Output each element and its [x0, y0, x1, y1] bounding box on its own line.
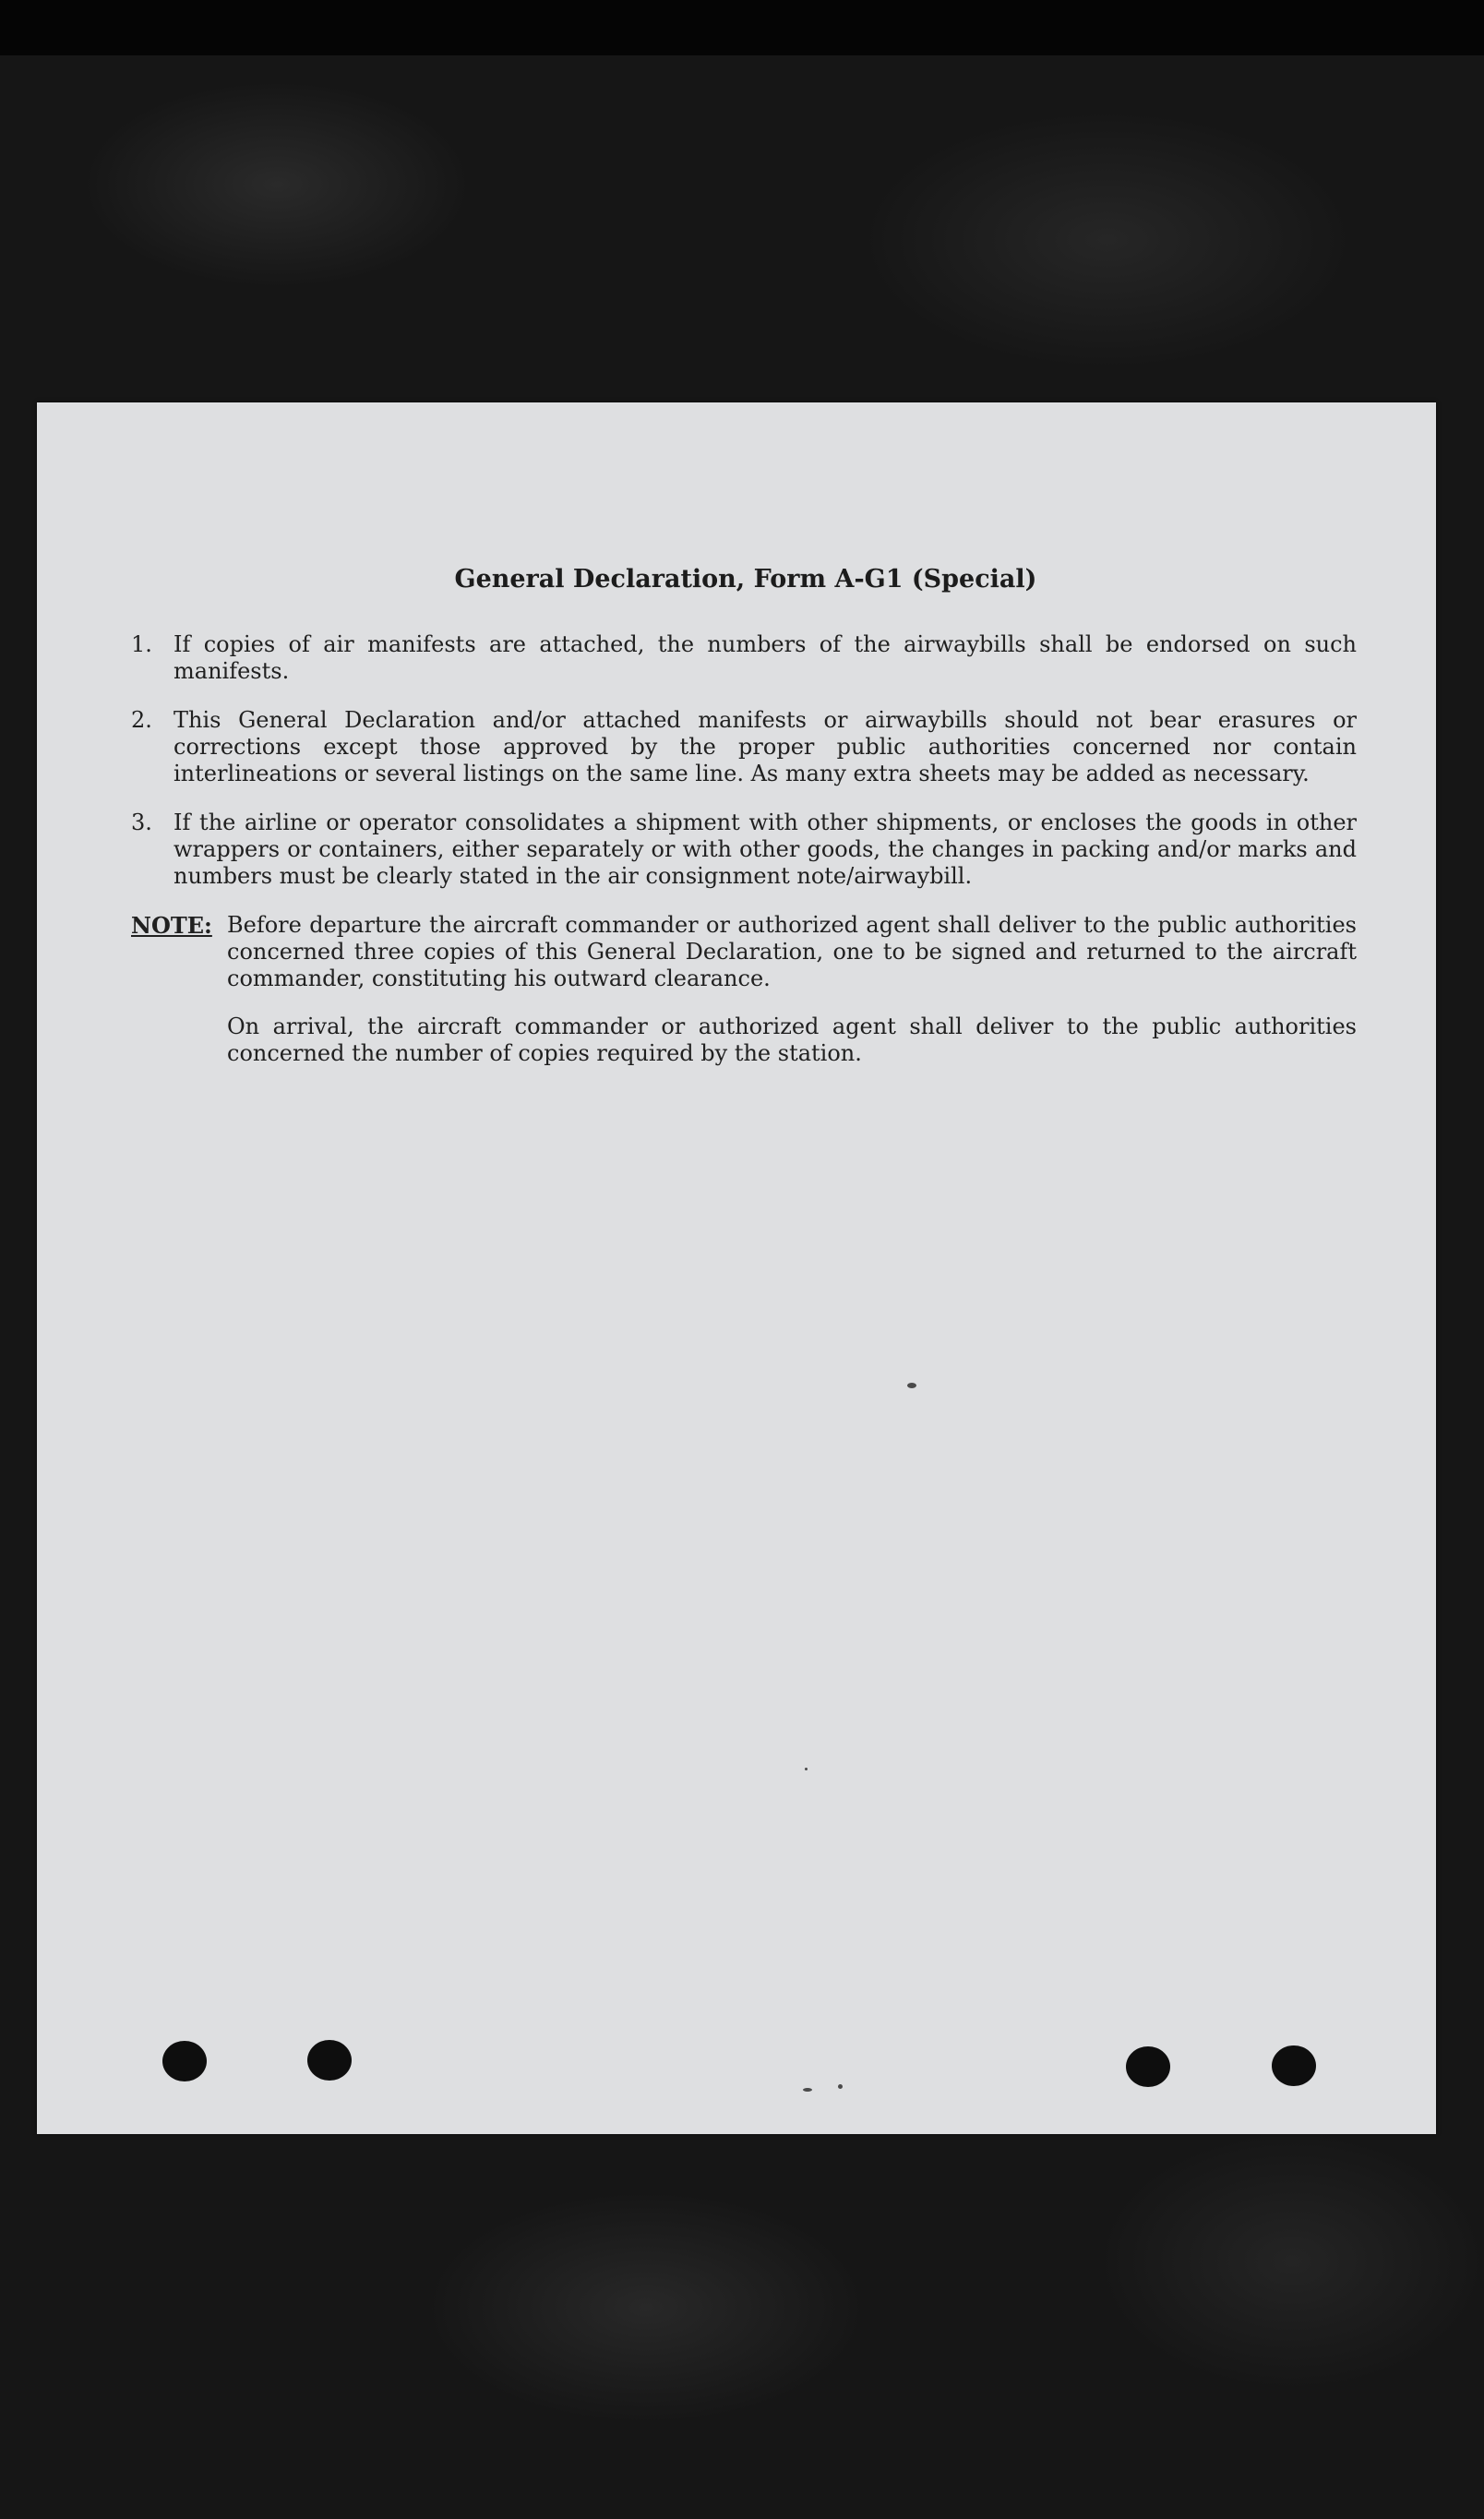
- list-item: [131, 810, 1357, 890]
- document-title: General Declaration, Form A-G1 (Special): [454, 565, 1037, 594]
- note-label: NOTE:: [131, 912, 212, 939]
- item-number: 3.: [131, 810, 152, 835]
- item-text: If the airline or operator consolidates a shipment with other shipments, or encloses the goods in other wrappers or containers, either separately or with other goods, the changes in packing and/or marks and numbers must be clearly stated in the air consignment note/airwaybill.: [174, 810, 1357, 889]
- document-body: [131, 631, 1357, 1088]
- punch-hole: [162, 2041, 207, 2081]
- scan-top-edge: [0, 0, 1484, 55]
- item-text: This General Declaration and/or attached manifests or airwaybills should not bear erasures or corrections except those approved by the proper public authorities concerned nor contain interlineations or several listings on the same line. As many extra sheets may be added as necessary.: [174, 707, 1357, 786]
- document-page: [37, 402, 1436, 2134]
- punch-hole: [307, 2040, 352, 2081]
- item-number: 2.: [131, 707, 152, 733]
- item-text: If copies of air manifests are attached, the numbers of the airwaybills shall be endorsed on such manifests.: [174, 631, 1357, 684]
- list-item: [131, 631, 1357, 685]
- list-item: [131, 707, 1357, 787]
- scan-speck: [805, 1768, 808, 1770]
- note-body: [227, 912, 1357, 1088]
- scan-speck: [838, 2084, 843, 2089]
- note-section: [131, 912, 1357, 1088]
- scan-speck: [907, 1383, 916, 1388]
- scan-speck: [803, 2088, 812, 2092]
- note-paragraph: On arrival, the aircraft commander or authorized agent shall deliver to the public authorities concerned the number of copies required by the station.: [227, 1014, 1357, 1066]
- item-number: 1.: [131, 631, 152, 657]
- note-paragraph: Before departure the aircraft commander or authorized agent shall deliver to the public authorities concerned three copies of this General Declaration, one to be signed and returned to the aircraft commander, constituting his outward clearance.: [227, 912, 1357, 991]
- punch-hole: [1126, 2046, 1170, 2087]
- punch-hole: [1272, 2045, 1316, 2086]
